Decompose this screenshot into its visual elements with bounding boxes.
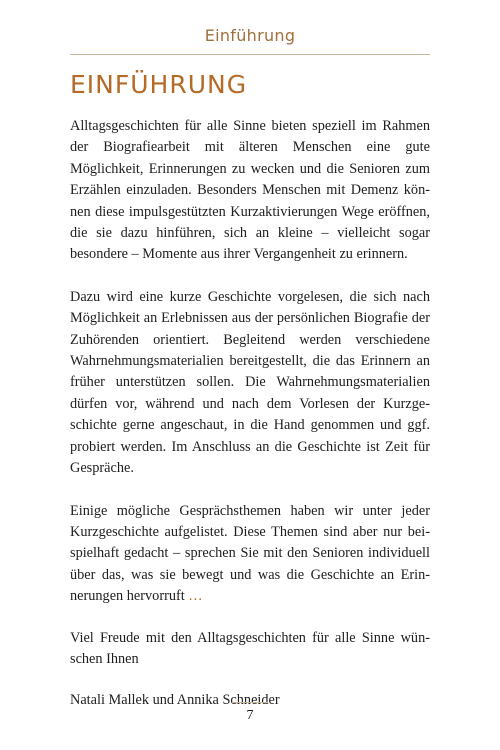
paragraph-method: Dazu wird eine kurze Geschichte vorgelesen, die sich nach Möglichkeit an Erlebnissen aus der persönlichen Biografie der Zuhörenden orientiert. Begleitend werden verschiedene Wahrnehmungsmaterialien bereitgestellt, die das Erinnern an früher unterstützen sollen. Die Wahrnehmungsmaterialien dürfen vor, während und nach dem Vorlesen der Kurzgeschichte gerne angeschaut, in die Hand genommen und ggf. probiert werden. Im Anschluss an die Geschichte ist Zeit für Gespräche.	[70, 288, 430, 477]
paragraph-closing: Viel Freude mit den Alltagsgeschichten für alle Sinne wünschen Ihnen	[70, 629, 430, 667]
paragraph-authors: Natali Mallek und Annika Schneider	[70, 692, 280, 709]
page-number: 7	[246, 708, 254, 723]
ellipsis: …	[184, 588, 203, 605]
footer-divider	[232, 702, 268, 703]
header-divider	[70, 54, 430, 55]
chapter-title: EINFÜHRUNG	[70, 70, 248, 99]
paragraph-intro: Alltagsgeschichten für alle Sinne bieten speziell im Rahmen der Biografiearbeit mit älteren Menschen eine gute Möglichkeit, Erinnerungen zu wecken und die Senioren zum Erzählen einzuladen. Besonders Menschen mit Demenz können diese impulsgestützten Kurzaktivierungen Wege eröffnen, die sie dazu hinführen, sich an kleine – vielleicht sogar besondere – Momente aus ihrer Vergangenheit zu erinnern.	[70, 118, 430, 263]
running-header: Einführung	[204, 26, 296, 45]
body-text	[70, 116, 430, 712]
paragraph-topics-text: Einige mögliche Gesprächsthemen haben wir unter jeder Kurzgeschichte aufgelistet. Diese Themen sind aber nur beispielhaft gedacht – sprechen Sie mit den Senioren individuell über das, was sie bewegt und was die Geschichte an Erinnerungen hervorruft	[70, 502, 430, 605]
paragraph-topics	[70, 501, 430, 608]
